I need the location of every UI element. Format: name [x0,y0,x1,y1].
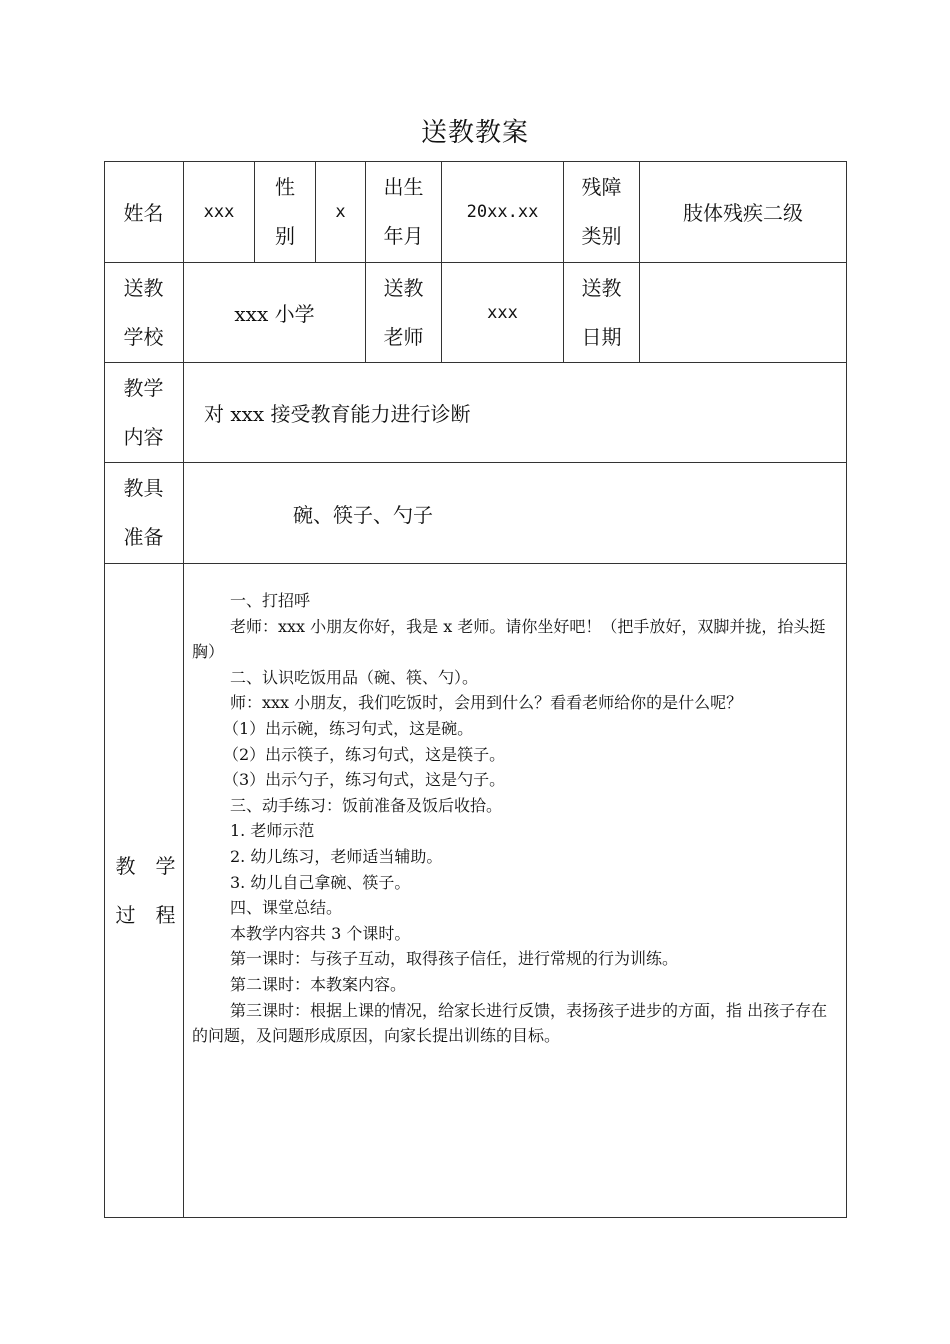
page-title: 送教教案 [420,118,529,148]
date-label: 送教 日期 [581,275,622,349]
disability-label: 残障 类别 [581,174,622,248]
process-line: （2）出示筷子，练习句式，这是筷子。 [223,744,506,764]
tools-label: 教具 准备 [123,476,164,549]
process-content [192,588,837,1049]
process-line: 老师：xxx 小朋友你好，我是 x 老师。请你坐好吧！（把手放好，双脚并拢，抬头挺胸） [192,616,826,662]
content-label: 教学 内容 [123,375,164,449]
process-line: 第二课时：本教案内容。 [230,974,407,994]
teacher-value: xxx [487,302,518,323]
process-line: （3）出示勺子，练习句式，这是勺子。 [223,770,506,790]
process-line: 二、认识吃饭用品（碗、筷、勺）。 [230,667,479,687]
content-value: 对 xxx 接受教育能力进行诊断 [204,402,471,426]
table-border [104,1217,847,1218]
table-border [846,161,847,1218]
teacher-label: 送教 老师 [383,275,424,349]
gender-value: x [335,201,346,222]
birth-label: 出生 年月 [383,174,424,248]
tools-value: 碗、筷子、勺子 [293,502,433,527]
school-value: xxx 小学 [234,302,315,326]
process-line: 师：xxx 小朋友，我们吃饭时，会用到什么？看看老师给你的是什么呢？ [230,693,743,713]
name-value: xxx [203,201,235,222]
date-value [640,263,846,362]
process-line: 2. 幼儿练习，老师适当辅助。 [230,846,443,866]
gender-label: 性 别 [275,174,295,248]
process-line: 三、动手练习：饭前准备及饭后收拾。 [230,795,503,815]
process-line: 1. 老师示范 [230,821,315,841]
process-label: 教 学 过 程 [115,853,176,927]
disability-value: 肢体残疾二级 [683,201,803,225]
process-line: 四、课堂总结。 [230,898,343,918]
process-line: 3. 幼儿自己拿碗、筷子。 [230,872,411,892]
process-line: 第三课时：根据上课的情况，给家长进行反馈，表扬孩子进步的方面，指 出孩子存在的问题，及问题形成原因，向家长提出训练的目标。 [192,1000,828,1046]
process-line: （1）出示碗，练习句式，这是碗。 [223,718,474,738]
process-line: 第一课时：与孩子互动，取得孩子信任，进行常规的行为训练。 [230,949,679,969]
process-line: 本教学内容共 3 个课时。 [230,923,411,943]
process-line: 一、打招呼 [230,591,311,610]
name-label: 姓名 [123,201,164,225]
table-border [104,563,847,564]
school-label: 送教 学校 [123,275,164,349]
birth-value: 20xx.xx [466,201,539,222]
